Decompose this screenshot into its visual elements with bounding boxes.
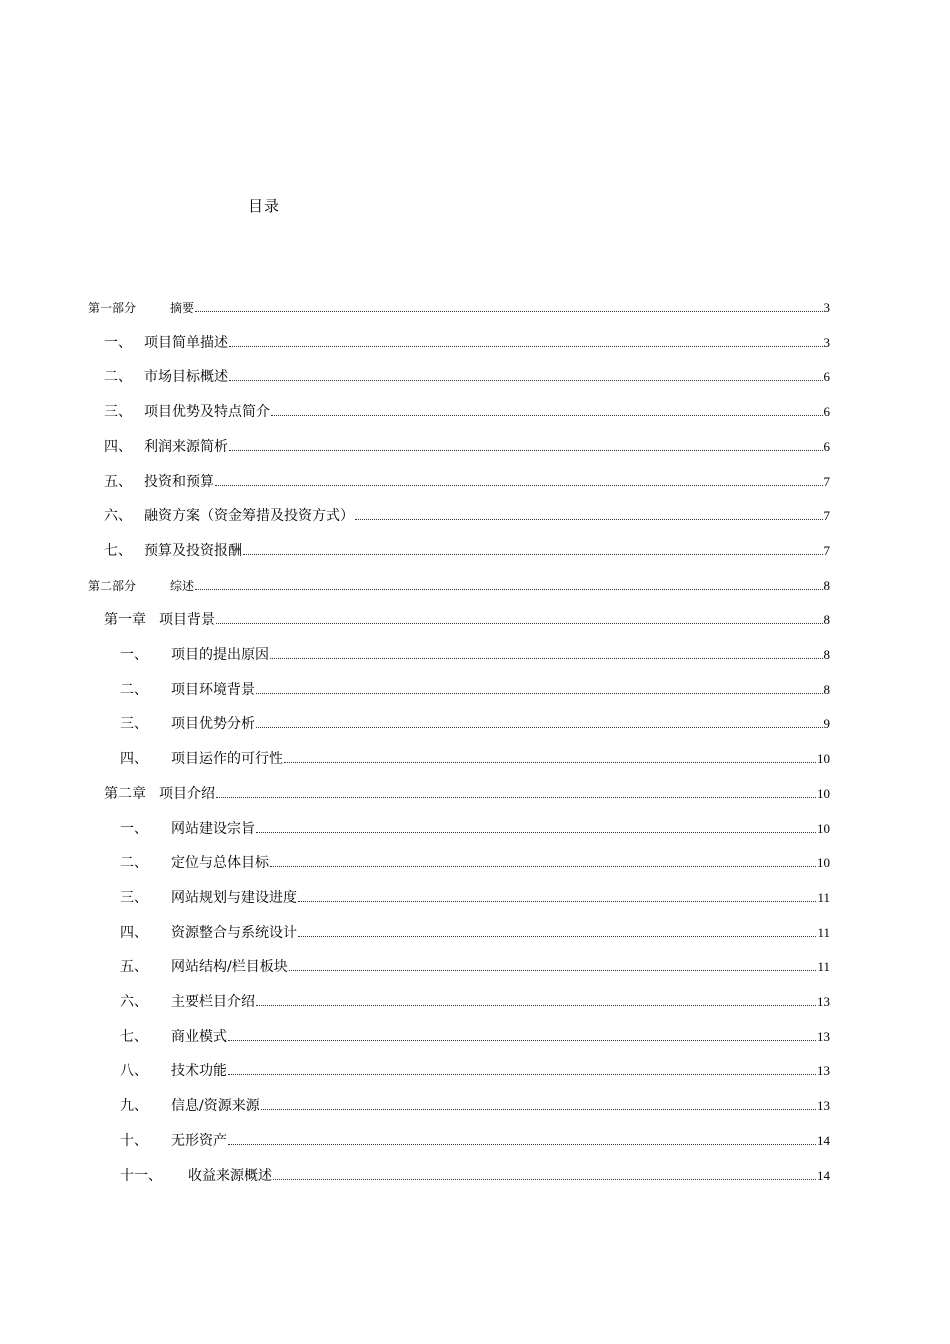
toc-entry-number: 四、 [120, 751, 148, 767]
toc-entry-page: 10 [817, 855, 830, 870]
toc-entry[interactable] [120, 1131, 830, 1151]
toc-leader-dots [216, 623, 823, 624]
toc-entry[interactable] [120, 819, 830, 839]
toc-entry[interactable] [120, 957, 830, 977]
toc-entry-number: 二、 [120, 682, 148, 698]
toc-entry[interactable] [104, 402, 830, 422]
toc-entry-label: 商业模式 [171, 1029, 227, 1045]
toc-entry-number: 七、 [104, 543, 132, 559]
toc-entry-number: 一、 [120, 821, 148, 837]
toc-entry-number: 一、 [104, 335, 132, 351]
toc-leader-dots [261, 1109, 816, 1110]
toc-entry-label: 网站结构/栏目板块 [171, 959, 288, 975]
toc-entry-page: 13 [817, 1098, 830, 1113]
toc-leader-dots [271, 415, 823, 416]
toc-entry[interactable] [120, 1166, 830, 1186]
toc-entry-page: 7 [823, 474, 830, 489]
toc-entry-page: 10 [817, 821, 830, 836]
toc-leader-dots [228, 1040, 816, 1041]
toc-entry-label: 项目运作的可行性 [171, 751, 283, 767]
toc-entry-page: 6 [823, 439, 830, 454]
toc-entry-page: 7 [823, 543, 830, 558]
toc-entry-label: 摘要 [170, 301, 195, 315]
toc-entry[interactable] [104, 367, 830, 387]
toc-entry[interactable] [88, 298, 830, 318]
toc-entry-label: 定位与总体目标 [171, 855, 269, 871]
toc-entry-page: 3 [823, 335, 830, 350]
toc-entry-page: 3 [823, 300, 830, 315]
toc-entry-label: 项目优势分析 [171, 716, 255, 732]
toc-entry-label: 项目简单描述 [144, 335, 228, 351]
toc-leader-dots [256, 832, 816, 833]
toc-entry-number: 一、 [120, 647, 148, 663]
toc-leader-dots [228, 1074, 816, 1075]
toc-entry-label: 投资和预算 [144, 474, 214, 490]
toc-entry[interactable] [120, 888, 830, 908]
toc-leader-dots [256, 693, 823, 694]
toc-leader-dots [355, 519, 823, 520]
toc-entry[interactable] [104, 610, 830, 630]
toc-entry-page: 14 [817, 1168, 830, 1183]
toc-entry-label: 技术功能 [171, 1063, 227, 1079]
toc-entry-label: 无形资产 [171, 1133, 227, 1149]
toc-entry-page: 10 [817, 786, 830, 801]
toc-entry[interactable] [104, 541, 830, 561]
toc-entry-number: 二、 [120, 855, 148, 871]
toc-leader-dots [216, 797, 816, 798]
toc-entry-number: 第一章 [104, 612, 146, 628]
toc-leader-dots [229, 450, 823, 451]
toc-entry-number: 十、 [120, 1133, 148, 1149]
toc-leader-dots [298, 936, 816, 937]
toc-entry-number: 六、 [120, 994, 148, 1010]
toc-entry-page: 14 [817, 1133, 830, 1148]
toc-entry-number: 二、 [104, 369, 132, 385]
toc-entry-number: 九、 [120, 1098, 148, 1114]
toc-leader-dots [229, 346, 823, 347]
toc-entry-page: 9 [823, 716, 830, 731]
toc-leader-dots [256, 727, 823, 728]
toc-entry-label: 项目介绍 [159, 786, 215, 802]
toc-entry[interactable] [120, 1096, 830, 1116]
toc-entry[interactable] [120, 645, 830, 665]
toc-entry[interactable] [104, 506, 830, 526]
toc-leader-dots [229, 380, 823, 381]
toc-leader-dots [228, 1144, 816, 1145]
toc-entry-number: 四、 [120, 925, 148, 941]
toc-entry[interactable] [120, 992, 830, 1012]
toc-entry-number: 第一部分 [88, 301, 137, 315]
toc-entry[interactable] [120, 1061, 830, 1081]
toc-leader-dots [243, 554, 823, 555]
toc-entry[interactable] [120, 853, 830, 873]
toc-entry[interactable] [120, 680, 830, 700]
toc-entry-label: 市场目标概述 [144, 369, 228, 385]
toc-entry-label: 项目背景 [159, 612, 215, 628]
toc-entry-label: 信息/资源来源 [171, 1098, 260, 1114]
toc-entry-label: 利润来源简析 [144, 439, 228, 455]
toc-entry-page: 13 [817, 994, 830, 1009]
toc-entry-label: 主要栏目介绍 [171, 994, 255, 1010]
toc-entry-label: 资源整合与系统设计 [171, 925, 297, 941]
toc-leader-dots [215, 485, 823, 486]
toc-entry-label: 预算及投资报酬 [144, 543, 242, 559]
toc-entry-number: 七、 [120, 1029, 148, 1045]
toc-entry-page: 8 [823, 682, 830, 697]
toc-entry[interactable] [104, 472, 830, 492]
toc-leader-dots [270, 658, 823, 659]
toc-leader-dots [298, 901, 816, 902]
toc-entry-number: 四、 [104, 439, 132, 455]
toc-entry-label: 收益来源概述 [188, 1168, 272, 1184]
toc-entry[interactable] [120, 1027, 830, 1047]
toc-entry-page: 6 [823, 404, 830, 419]
toc-title: 目录 [248, 197, 281, 215]
toc-entry-page: 11 [817, 890, 830, 905]
toc-entry-label: 融资方案（资金筹措及投资方式） [144, 508, 354, 524]
toc-entry-page: 13 [817, 1063, 830, 1078]
toc-entry-label: 综述 [170, 579, 195, 593]
toc-entry-page: 8 [823, 578, 830, 593]
toc-entry-page: 10 [817, 751, 830, 766]
toc-entry-page: 11 [817, 925, 830, 940]
toc-entry-number: 五、 [104, 474, 132, 490]
toc-leader-dots [195, 589, 822, 590]
toc-entry-label: 项目优势及特点简介 [144, 404, 270, 420]
toc-entry-number: 第二章 [104, 786, 146, 802]
toc-entry-number: 三、 [104, 404, 132, 420]
toc-entry-page: 7 [823, 508, 830, 523]
toc-entry-page: 13 [817, 1029, 830, 1044]
toc-leader-dots [289, 970, 817, 971]
toc-entry-number: 三、 [120, 716, 148, 732]
toc-entry-label: 网站建设宗旨 [171, 821, 255, 837]
toc-entry[interactable] [104, 437, 830, 457]
toc-entry-number: 第二部分 [88, 579, 137, 593]
toc-entry-page: 6 [823, 369, 830, 384]
toc-entry-page: 11 [817, 959, 830, 974]
toc-entry-number: 八、 [120, 1063, 148, 1079]
toc-entry[interactable] [120, 714, 830, 734]
toc-entry-number: 五、 [120, 959, 148, 975]
toc-entry[interactable] [88, 576, 830, 596]
toc-entry-label: 项目的提出原因 [171, 647, 269, 663]
toc-entry[interactable] [104, 333, 830, 353]
toc-entry-number: 三、 [120, 890, 148, 906]
toc-leader-dots [256, 1005, 816, 1006]
toc-entry[interactable] [120, 749, 830, 769]
toc-leader-dots [273, 1179, 816, 1180]
toc-entry[interactable] [104, 784, 830, 804]
toc-entry[interactable] [120, 923, 830, 943]
toc-leader-dots [284, 762, 816, 763]
toc-leader-dots [270, 866, 816, 867]
toc-entry-number: 六、 [104, 508, 132, 524]
toc-entry-label: 网站规划与建设进度 [171, 890, 297, 906]
toc-entry-number: 十一、 [120, 1168, 162, 1184]
toc-entry-label: 项目环境背景 [171, 682, 255, 698]
toc-entry-page: 8 [823, 612, 830, 627]
toc-leader-dots [195, 311, 822, 312]
toc-entry-page: 8 [823, 647, 830, 662]
